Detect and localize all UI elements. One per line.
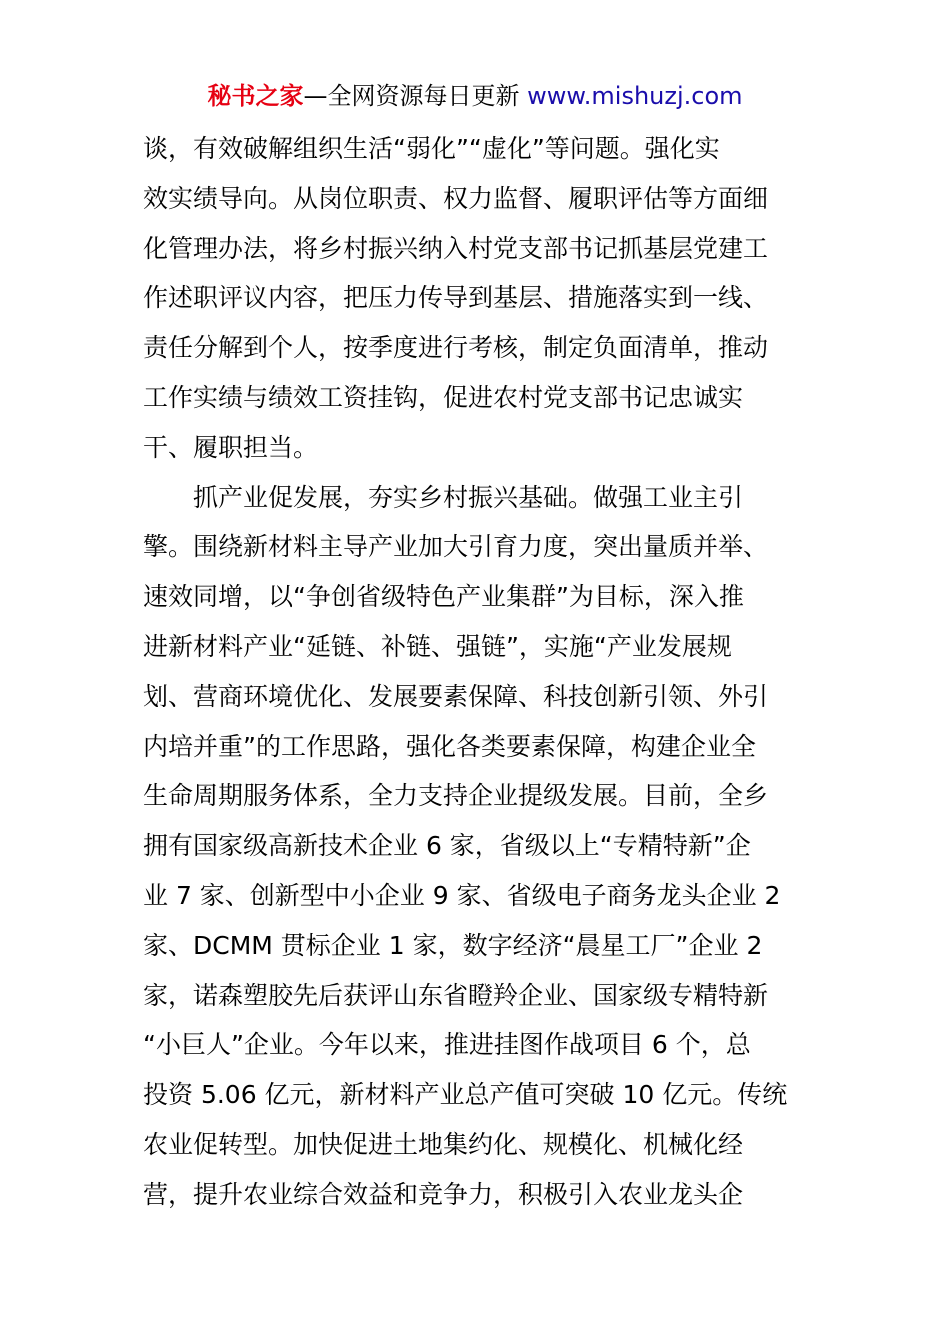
site-url-link[interactable]: www.mishuzj.com	[527, 82, 743, 110]
text-line: 擎。围绕新材料主导产业加大引育力度，突出量质并举、	[143, 532, 769, 562]
text-line: 速效同增，以“争创省级特色产业集群”为目标，深入推	[143, 582, 744, 612]
text-line: 内培并重”的工作思路，强化各类要素保障，构建企业全	[143, 731, 756, 761]
text-line: 划、营商环境优化、发展要素保障、科技创新引领、外引	[143, 681, 769, 711]
text-line: 作述职评议内容，把压力传导到基层、措施落实到一线、	[143, 283, 769, 313]
text-line: 营，提升农业综合效益和竞争力，积极引入农业龙头企	[143, 1179, 744, 1209]
site-tagline: —全网资源每日更新	[303, 82, 520, 110]
text-line: 工作实绩与绩效工资挂钩，促进农村党支部书记忠诚实	[143, 382, 744, 412]
text-line: 业 7 家、创新型中小企业 9 家、省级电子商务龙头企业 2	[143, 880, 781, 910]
text-line: 谈，有效破解组织生活“弱化”“虚化”等问题。强化实	[143, 134, 720, 163]
text-line: 拥有国家级高新技术企业 6 家，省级以上“专精特新”企	[143, 831, 751, 861]
text-line: 生命周期服务体系，全力支持企业提级发展。目前，全乡	[143, 781, 769, 811]
text-line: 家、DCMM 贯标企业 1 家，数字经济“晨星工厂”企业 2	[143, 930, 763, 960]
text-line: 化管理办法，将乡村振兴纳入村党支部书记抓基层党建工	[143, 233, 769, 263]
text-line: 农业促转型。加快促进土地集约化、规模化、机械化经	[143, 1129, 744, 1159]
text-line: 投资 5.06 亿元，新材料产业总产值可突破 10 亿元。传统	[143, 1080, 788, 1110]
text-line: 抓产业促发展，夯实乡村振兴基础。做强工业主引	[143, 482, 744, 512]
text-line: 进新材料产业“延链、补链、强链”，实施“产业发展规	[143, 631, 732, 661]
text-line: 家，诺森塑胶先后获评山东省瞪羚企业、国家级专精特新	[143, 980, 769, 1010]
text-line: 效实绩导向。从岗位职责、权力监督、履职评估等方面细	[143, 183, 769, 213]
document-body	[143, 124, 811, 1220]
text-line: 责任分解到个人，按季度进行考核，制定负面清单，推动	[143, 333, 769, 363]
page-header	[0, 80, 950, 112]
text-line: “小巨人”企业。今年以来，推进挂图作战项目 6 个，总	[143, 1030, 751, 1060]
text-line: 干、履职担当。	[143, 432, 319, 462]
site-brand: 秘书之家	[207, 82, 304, 110]
